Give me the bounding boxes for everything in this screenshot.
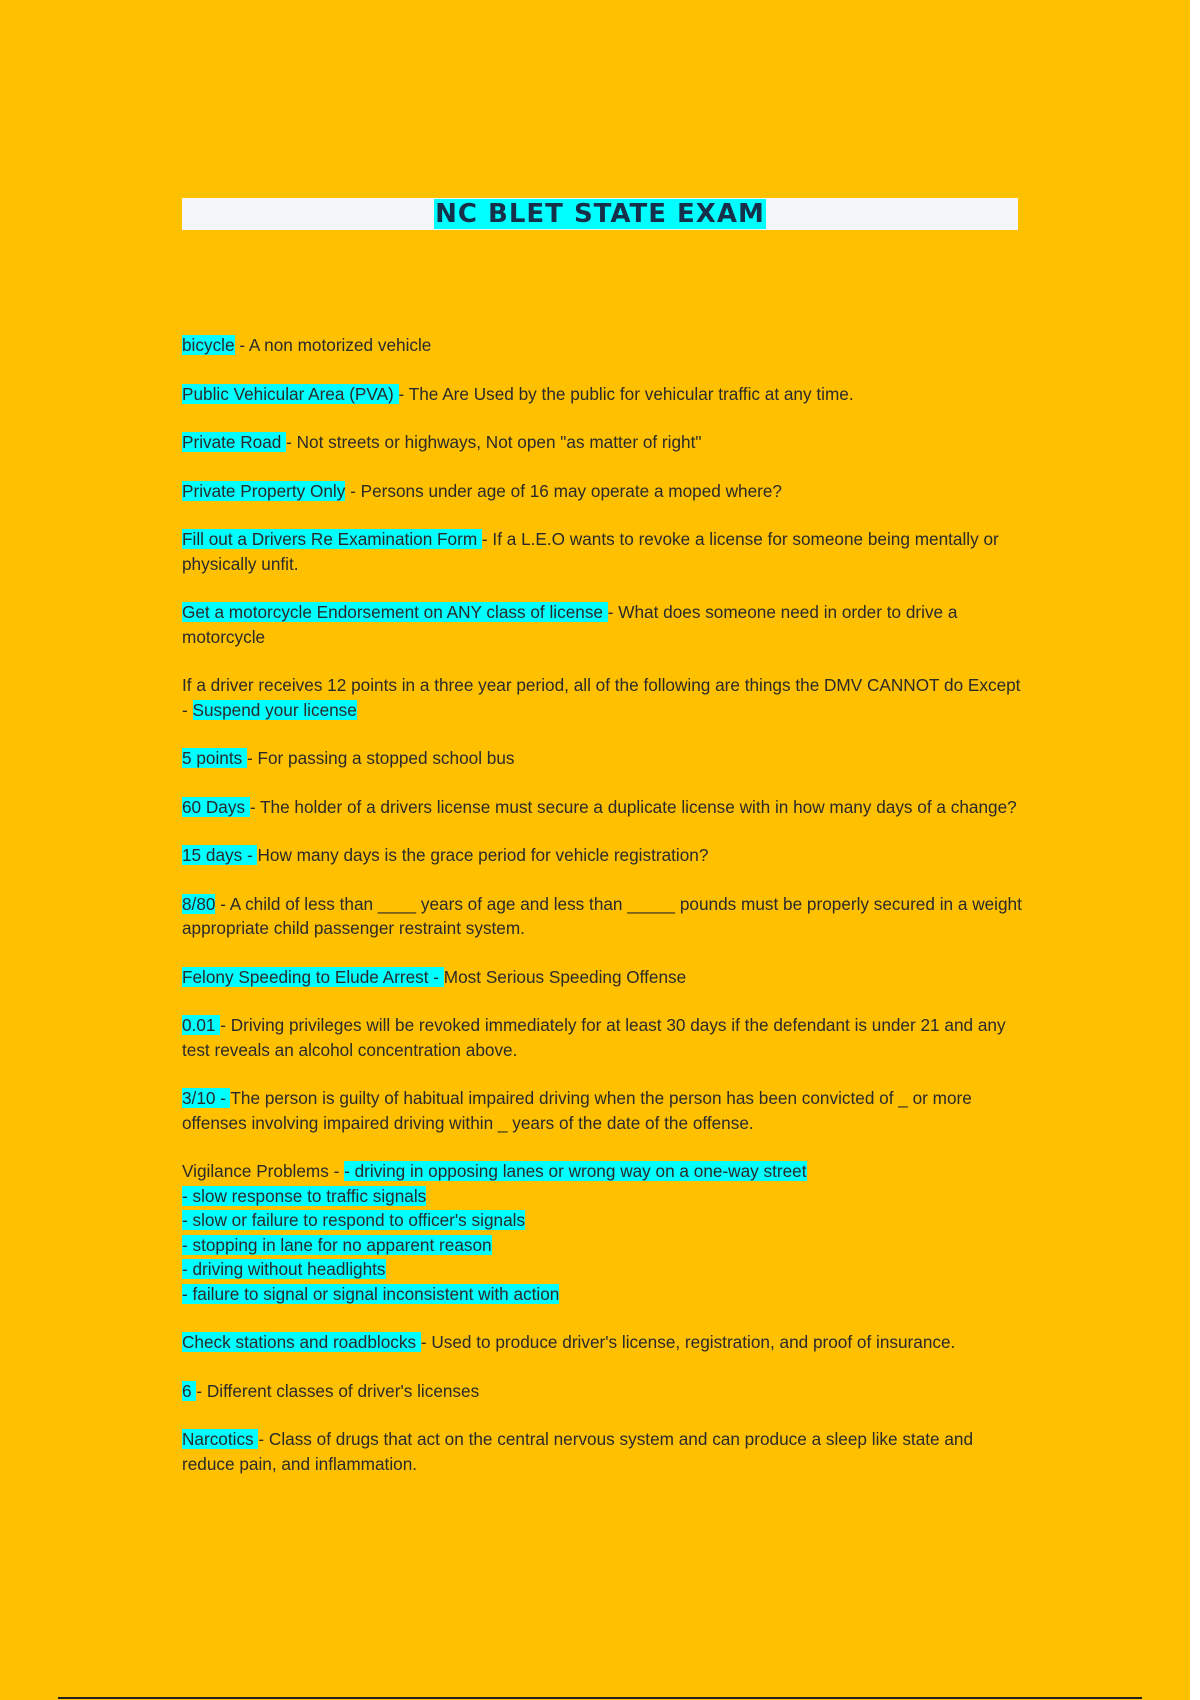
- entry-separator: -: [196, 1380, 207, 1401]
- entry-definition: Class of drugs that act on the central nervous system and can produce a sleep like state and reduce pain, and inflammation.: [182, 1429, 974, 1474]
- entry-separator: -: [258, 1429, 269, 1449]
- entry-term: 5 points: [182, 748, 247, 768]
- entry-term: 60 Days: [182, 796, 250, 817]
- entry-term: Check stations and roadblocks: [182, 1332, 421, 1352]
- entry-term: Private Property Only: [182, 480, 346, 501]
- title-bar: [182, 198, 1018, 230]
- entry-separator: -: [220, 1015, 231, 1035]
- entry-definition: The person is guilty of habitual impaired driving when the person has been convicted of _ or more offenses involving impaired driving within _ years of the date of the offense.: [182, 1088, 972, 1133]
- page-edge: [1190, 0, 1200, 1700]
- entry-term: Felony Speeding to Elude Arrest -: [182, 966, 444, 987]
- flashcard-list: [182, 333, 1022, 1500]
- flashcard-entry: [182, 382, 1022, 407]
- entry-separator: -: [345, 480, 361, 501]
- flashcard-entry: [182, 1330, 1022, 1355]
- entry-separator: -: [398, 383, 409, 404]
- entry-term: 8/80: [182, 893, 216, 914]
- entry-definition: Most Serious Speeding Offense: [443, 966, 687, 987]
- entry-separator: -: [420, 1332, 432, 1352]
- flashcard-entry: [182, 965, 1022, 990]
- flashcard-entry: [182, 892, 1022, 941]
- flashcard-entry: [182, 1379, 1022, 1404]
- flashcard-entry: [182, 1013, 1022, 1062]
- entry-definition: A non motorized vehicle: [248, 335, 432, 355]
- entry-definition: A child of less than ____ years of age and less than _____ pounds must be properly secured in a weight appropriate child passenger restraint system.: [182, 893, 1022, 938]
- entry-term: Narcotics: [182, 1429, 259, 1449]
- entry-term: 0.01: [182, 1015, 221, 1035]
- entry-separator: -: [246, 748, 258, 768]
- entry-separator: -: [481, 529, 493, 549]
- entry-definition: Driving privileges will be revoked immediately for at least 30 days if the defendant is under 21 and any test reveals an alcohol concentration above.: [182, 1015, 1006, 1060]
- entry-term: Private Road: [182, 432, 287, 452]
- footer-divider: [58, 1697, 1142, 1699]
- entry-definition: The Are Used by the public for vehicular traffic at any time.: [408, 383, 854, 404]
- entry-term: bicycle: [182, 335, 235, 355]
- entry-separator: -: [215, 893, 230, 914]
- flashcard-entry: [182, 1427, 1022, 1476]
- flashcard-entry: [182, 600, 1022, 649]
- vigilance-item: - driving without headlights: [182, 1259, 386, 1279]
- page-title: NC BLET STATE EXAM: [435, 199, 765, 229]
- entry-term: 6: [182, 1380, 197, 1401]
- entry-term: Get a motorcycle Endorsement on ANY class of license: [182, 602, 608, 622]
- entry-answer: Suspend your license: [192, 699, 357, 720]
- flashcard-entry: [182, 673, 1022, 722]
- flashcard-entry: [182, 795, 1022, 820]
- flashcard-entry: [182, 333, 1022, 358]
- flashcard-entry: [182, 479, 1022, 504]
- entry-separator: -: [607, 602, 619, 622]
- entry-definition: Persons under age of 16 may operate a moped where?: [360, 480, 782, 501]
- entry-definition: The holder of a drivers license must secure a duplicate license with in how many days of a change?: [260, 796, 1017, 817]
- entry-question: If a driver receives 12 points in a three year period, all of the following are things the DMV CANNOT do Except: [182, 675, 1021, 695]
- entry-term: Fill out a Drivers Re Examination Form: [182, 529, 482, 549]
- entry-definition: For passing a stopped school bus: [257, 748, 515, 768]
- vigilance-item: - slow or failure to respond to officer's signals: [182, 1210, 526, 1230]
- entry-term: 15 days -: [182, 845, 258, 865]
- entry-separator: -: [286, 432, 297, 452]
- entry-separator: -: [182, 699, 193, 720]
- entry-definition: How many days is the grace period for vehicle registration?: [257, 845, 709, 865]
- vigilance-item: - stopping in lane for no apparent reason: [182, 1234, 492, 1255]
- entry-definition: What does someone need in order to drive a motorcycle: [182, 602, 958, 647]
- vigilance-label: Vigilance Problems -: [182, 1161, 345, 1181]
- flashcard-entry: [182, 430, 1022, 455]
- vigilance-item: - slow response to traffic signals: [182, 1185, 427, 1206]
- entry-separator: -: [249, 796, 261, 817]
- vigilance-item: - failure to signal or signal inconsistent with action: [182, 1283, 560, 1304]
- entry-definition: Not streets or highways, Not open "as matter of right": [296, 432, 702, 452]
- entry-term: 3/10 -: [182, 1088, 231, 1108]
- entry-separator: -: [234, 335, 249, 355]
- vigilance-entry: [182, 1159, 1022, 1306]
- flashcard-entry: [182, 527, 1022, 576]
- flashcard-entry: [182, 1086, 1022, 1135]
- vigilance-item: - driving in opposing lanes or wrong way on a one-way street: [344, 1161, 807, 1181]
- entry-term: Public Vehicular Area (PVA): [182, 383, 399, 404]
- flashcard-entry: [182, 746, 1022, 771]
- flashcard-entry: [182, 843, 1022, 868]
- entry-definition: Used to produce driver's license, registration, and proof of insurance.: [431, 1332, 956, 1352]
- entry-definition: If a L.E.O wants to revoke a license for someone being mentally or physically unfit.: [182, 529, 999, 574]
- entry-definition: Different classes of driver's licenses: [206, 1380, 480, 1401]
